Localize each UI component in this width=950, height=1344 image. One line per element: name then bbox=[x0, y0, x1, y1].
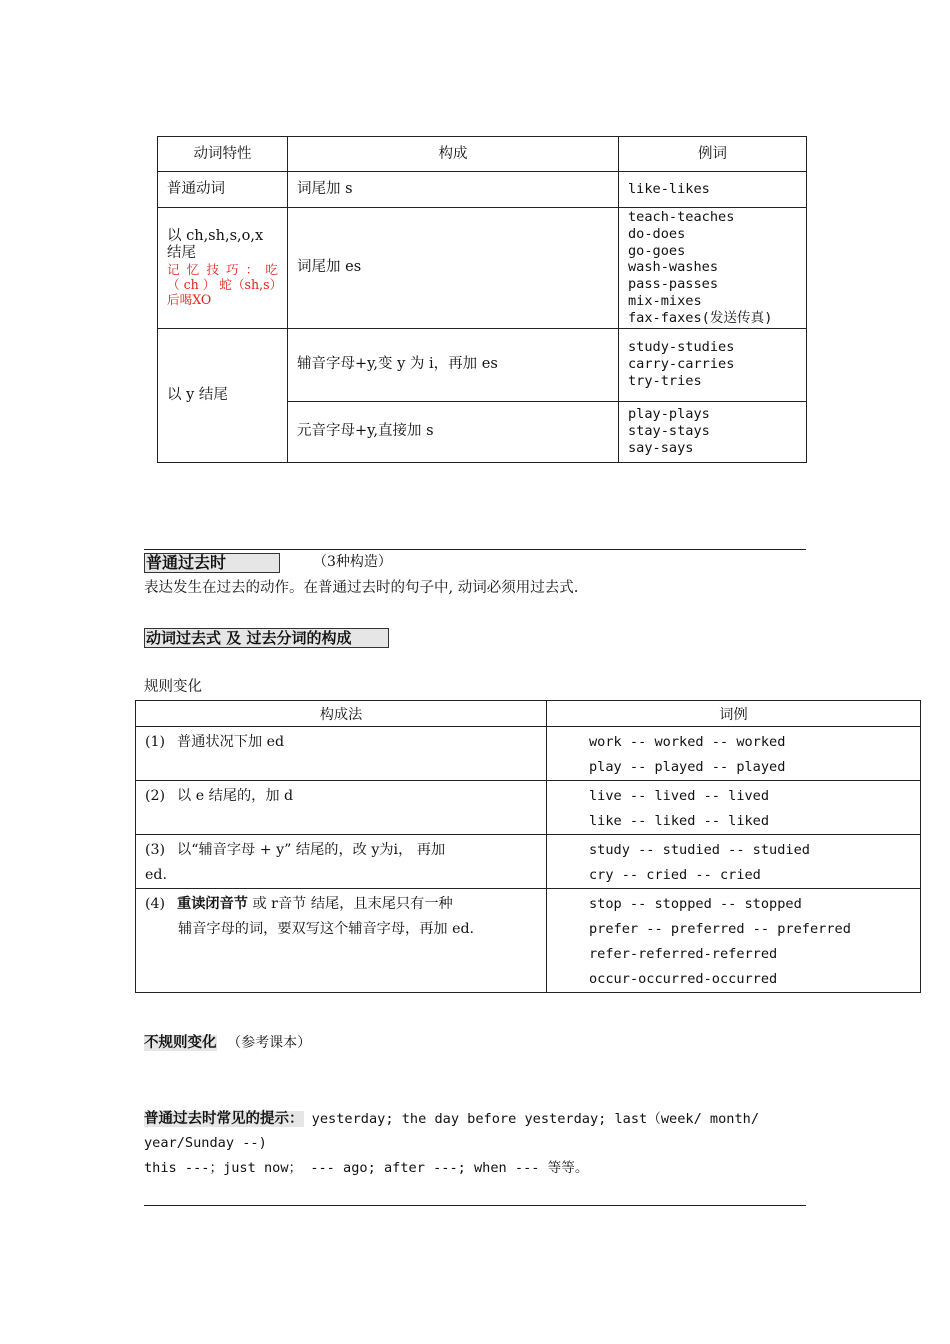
examples-cell bbox=[619, 208, 807, 329]
example-word: teach-teaches bbox=[628, 209, 735, 225]
table1-row bbox=[158, 172, 807, 208]
example-word: try-tries bbox=[628, 372, 702, 389]
rule-number: (4) bbox=[145, 896, 166, 912]
section-note-past: （3种构造） bbox=[313, 554, 392, 570]
examples-cell bbox=[619, 401, 807, 462]
section-title-past: 普通过去时 bbox=[144, 553, 280, 573]
memory-tip-line: （ ch ） 蛇（sh,s） bbox=[167, 277, 283, 293]
rule-text: 普通状况下加 ed bbox=[177, 734, 285, 750]
table2-row bbox=[136, 889, 921, 993]
example-word: say-says bbox=[628, 439, 694, 456]
example-word: go-goes bbox=[628, 242, 686, 259]
examples-cell bbox=[547, 835, 921, 889]
feature-text: 以 ch,sh,s,o,x 结尾 bbox=[167, 228, 264, 262]
table2-row bbox=[136, 781, 921, 835]
table1-header-examples: 例词 bbox=[619, 137, 807, 172]
method-cell bbox=[136, 727, 547, 781]
feature-cell: 以 y 结尾 bbox=[158, 328, 288, 462]
rule-cell: 词尾加 s bbox=[288, 172, 619, 208]
rule-text-cont: 辅音字母的词，要双写这个辅音字母，再加 ed. bbox=[178, 921, 475, 937]
irregular-heading bbox=[144, 1034, 311, 1052]
memory-tip-line: 后喝XO bbox=[167, 292, 212, 308]
rule-text: 以“辅音字母 + y” 结尾的，改 y为i， 再加 bbox=[177, 842, 446, 858]
example-word: stay-stays bbox=[628, 423, 710, 440]
rule-cell: 元音字母+y,直接加 s bbox=[288, 401, 619, 462]
rule-number: (2) bbox=[145, 788, 166, 804]
example-line: study -- studied -- studied bbox=[589, 842, 810, 858]
method-cell bbox=[136, 781, 547, 835]
verb-s-form-table bbox=[157, 136, 807, 463]
example-line: play -- played -- played bbox=[589, 759, 786, 775]
irregular-note: （参考课本） bbox=[227, 1035, 312, 1051]
examples-cell bbox=[547, 781, 921, 835]
table2-header-examples: 词例 bbox=[547, 701, 921, 727]
example-line: cry -- cried -- cried bbox=[589, 867, 761, 883]
example-word: study-studies bbox=[628, 339, 735, 356]
examples-cell bbox=[619, 172, 807, 208]
rule-cell: 辅音字母+y,变 y 为 i，再加 es bbox=[288, 328, 619, 401]
example-word: play-plays bbox=[628, 406, 710, 423]
rule-number: (1) bbox=[145, 734, 166, 750]
table1-row bbox=[158, 328, 807, 401]
table2-header-row bbox=[136, 701, 921, 727]
memory-tip-line: 记 忆 技 巧 ： 吃 bbox=[167, 262, 278, 278]
feature-cell bbox=[158, 208, 288, 329]
example-word: do-does bbox=[628, 225, 686, 242]
memory-tip bbox=[167, 262, 283, 308]
method-cell bbox=[136, 889, 547, 993]
example-line: work -- worked -- worked bbox=[589, 734, 786, 750]
hints-line-3: this ---；just now； --- ago; after ---; when --- 等等。 bbox=[144, 1160, 589, 1176]
section-title-forms: 动词过去式 及 过去分词的构成 bbox=[144, 628, 389, 648]
examples-cell bbox=[619, 328, 807, 401]
hints-line-1 bbox=[144, 1110, 759, 1128]
hints-text: yesterday; the day before yesterday; last（week/ month/ bbox=[303, 1111, 760, 1127]
past-description: 表达发生在过去的动作。在普通过去时的句子中, 动词必须用过去式. bbox=[144, 580, 579, 596]
rule-text: 以 e 结尾的，加 d bbox=[177, 788, 294, 804]
example-word: pass-passes bbox=[628, 276, 719, 293]
section-divider bbox=[144, 1205, 806, 1206]
examples-cell bbox=[547, 889, 921, 993]
regular-label: 规则变化 bbox=[144, 679, 202, 695]
past-tense-rules-table bbox=[135, 700, 921, 993]
example-word: carry-carries bbox=[628, 356, 735, 373]
table2-row bbox=[136, 727, 921, 781]
example-word: mix-mixes bbox=[628, 292, 702, 309]
examples-cell bbox=[547, 727, 921, 781]
example-word: fax-faxes(发送传真) bbox=[628, 309, 773, 326]
method-cell bbox=[136, 835, 547, 889]
rule-number: (3) bbox=[145, 842, 166, 858]
example-line: prefer -- preferred -- preferred bbox=[589, 921, 851, 937]
section-divider bbox=[144, 549, 806, 550]
example-word: wash-washes bbox=[628, 259, 719, 276]
table1-header-rule: 构成 bbox=[288, 137, 619, 172]
table1-row bbox=[158, 208, 807, 329]
feature-cell: 普通动词 bbox=[158, 172, 288, 208]
irregular-title: 不规则变化 bbox=[144, 1035, 217, 1051]
example-line: refer-referred-referred bbox=[589, 946, 778, 962]
table1-header-feature: 动词特性 bbox=[158, 137, 288, 172]
example-line: like -- liked -- liked bbox=[589, 813, 770, 829]
table2-header-method: 构成法 bbox=[136, 701, 547, 727]
example-line: occur-occurred-occurred bbox=[589, 971, 778, 987]
example-line: stop -- stopped -- stopped bbox=[589, 896, 802, 912]
example-line: live -- lived -- lived bbox=[589, 788, 770, 804]
hints-line-2: year/Sunday --) bbox=[144, 1135, 267, 1151]
rule-cell: 词尾加 es bbox=[288, 208, 619, 329]
table1-header-row bbox=[158, 137, 807, 172]
rule-text-cont: ed. bbox=[145, 867, 167, 883]
example-word: like-likes bbox=[628, 181, 710, 198]
hints-title: 普通过去时常见的提示： bbox=[144, 1111, 304, 1127]
table2-row bbox=[136, 835, 921, 889]
rule-text-bold: 重读闭音节 bbox=[177, 896, 248, 912]
rule-text: 或 r音节 结尾，且末尾只有一种 bbox=[247, 896, 453, 912]
